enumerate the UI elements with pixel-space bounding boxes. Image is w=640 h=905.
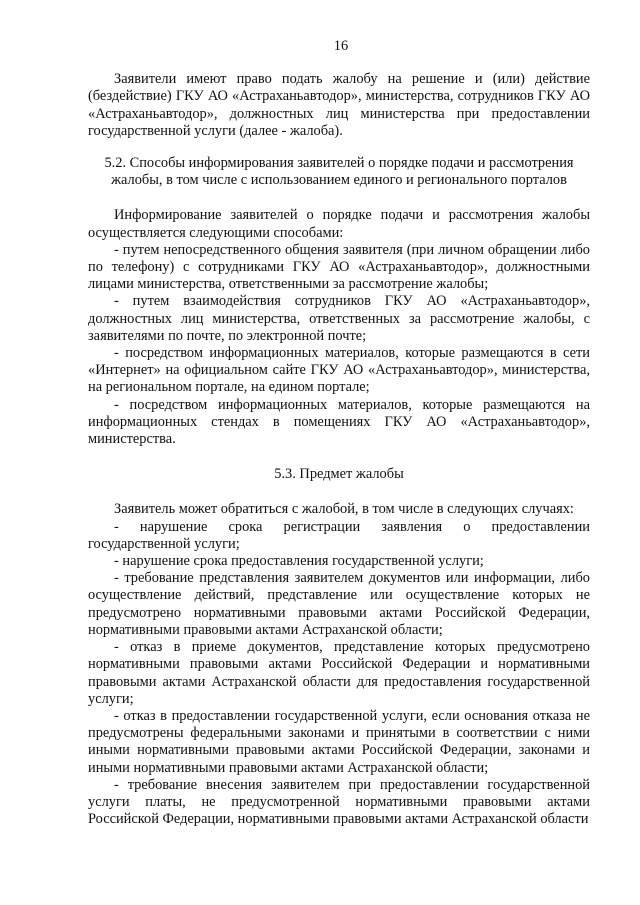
section-5-3-item: - отказ в приеме документов, представление которых предусмотрено нормативными правовыми актами Российской Федерации и нормативными правовыми актами Астраханской области для предоставления государственной услуги; bbox=[88, 639, 590, 707]
section-5-3-item: - требование представления заявителем документов или информации, либо осуществление действий, представление или осуществление которых не предусмотрено нормативными правовыми актами Российской Федерации, нормативными правовыми актами Астраханской области; bbox=[88, 570, 590, 638]
section-5-3-lead: Заявитель может обратиться с жалобой, в том числе в следующих случаях: bbox=[114, 501, 574, 518]
section-5-3-item: - отказ в предоставлении государственной услуги, если основания отказа не предусмотрены федеральными законами и принятыми в соответствии с ними иными нормативными правовыми актами Российской Федерации, законами и иными нормативными правовыми актами Астраханской области; bbox=[88, 707, 590, 776]
section-5-3-heading: 5.3. Предмет жалобы bbox=[274, 466, 404, 483]
intro-paragraph: Заявители имеют право подать жалобу на решение и (или) действие (бездействие) ГКУ АО «Астраханьавтодор», министерства, сотрудников ГКУ АО «Астраханьавтодор», должностных лиц министерства при предоставлении государственной услуги (далее - жалоба). bbox=[88, 71, 590, 139]
section-5-2-item: - путем взаимодействия сотрудников ГКУ АО «Астраханьавтодор», должностных лиц министерства, ответственных за рассмотрение жалобы, с заявителями по почте, по электронной почте; bbox=[88, 293, 590, 344]
section-5-2-item: - посредством информационных материалов, которые размещаются на информационных стендах в помещениях ГКУ АО «Астраханьавтодор», министерства. bbox=[88, 396, 590, 448]
section-5-2-item: - посредством информационных материалов, которые размещаются в сети «Интернет» на официальном сайте ГКУ АО «Астраханьавтодор», министерства, на региональном портале, на едином портале; bbox=[88, 345, 590, 396]
section-5-3-item: - нарушение срока предоставления государственной услуги; bbox=[114, 553, 484, 570]
section-5-3-item: - нарушение срока регистрации заявления о предоставлении государственной услуги; bbox=[88, 518, 590, 552]
section-5-2-item: - путем непосредственного общения заявителя (при личном обращении либо по телефону) с сотрудниками ГКУ АО «Астраханьавтодор», должностными лицами министерства, ответственными за рассмотрение жалобы; bbox=[88, 241, 590, 293]
section-5-2-lead: Информирование заявителей о порядке подачи и рассмотрения жалобы осуществляется следующими способами: bbox=[88, 207, 590, 241]
page-number: 16 bbox=[333, 38, 349, 54]
section-5-3-item: - требование внесения заявителем при предоставлении государственной услуги платы, не предусмотренной нормативными правовыми актами Российской Федерации, нормативными правовыми актами Астраханской области bbox=[88, 776, 590, 828]
section-5-2-heading: 5.2. Способы информирования заявителей о порядке подачи и рассмотрения жалобы, в том числе с использованием единого и регионального порталов bbox=[104, 155, 574, 189]
